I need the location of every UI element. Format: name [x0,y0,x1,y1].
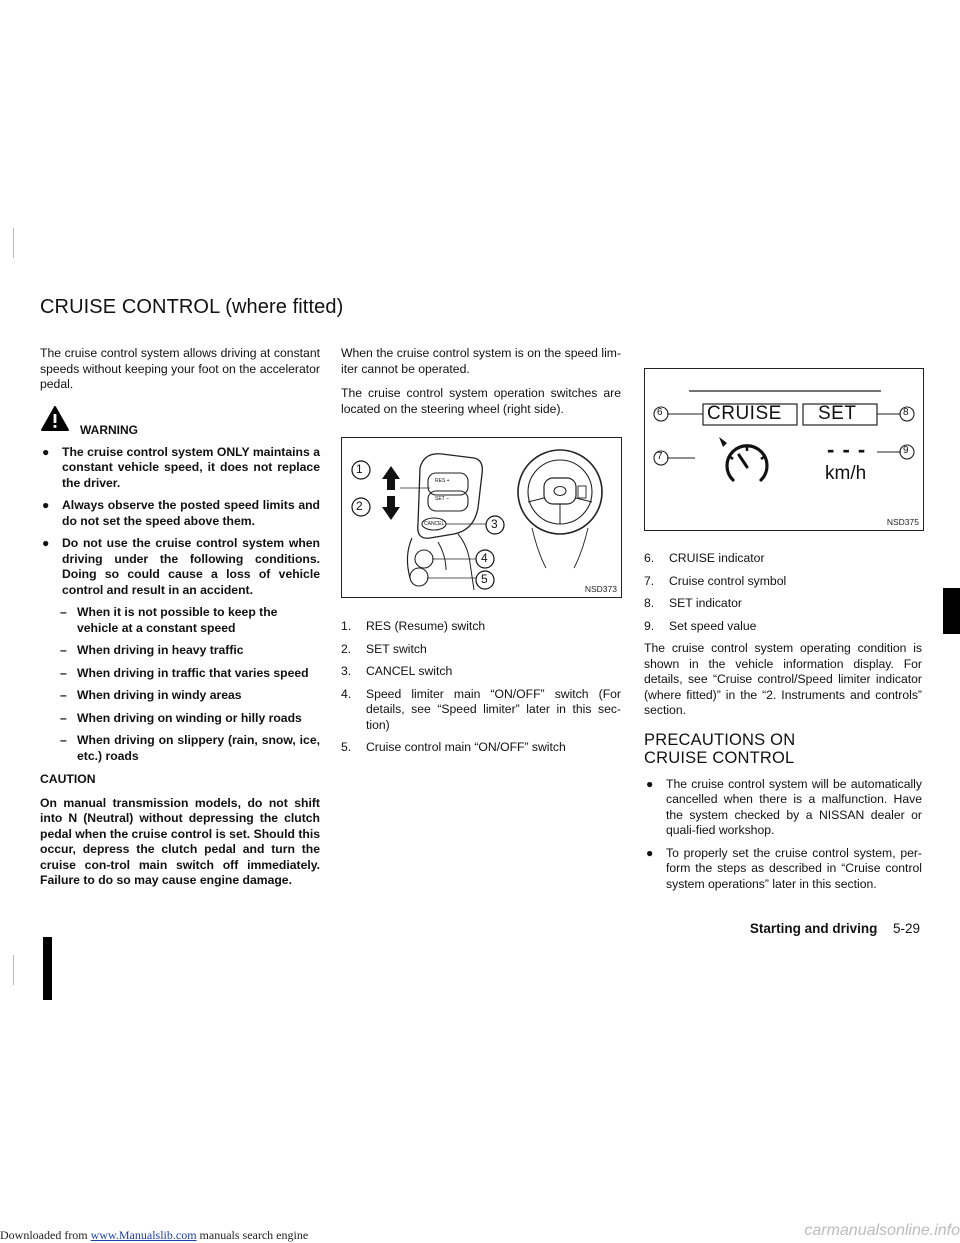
crop-mark [13,955,14,985]
condition-item: – When driving in traffic that varies speed [60,665,309,680]
figure-id: NSD373 [584,584,617,594]
figure-callout: 5 [481,572,488,586]
column-3 [644,551,922,892]
page-number: 5-29 [892,921,920,936]
figure-callout: 6 [657,407,663,418]
list-item: 6. CRUISE indicator [644,551,765,565]
condition-item: – When driving on winding or hilly roads [60,710,302,725]
condition-item: – When driving in windy areas [60,688,242,702]
intro-paragraph: The cruise control system allows driving at constant speeds without keeping your foot on the accelerator pedal. [40,346,320,391]
bullet-icon: ● [42,444,50,459]
page-footer [750,921,920,936]
figure-callout: 1 [356,462,363,476]
switch-list [341,619,621,756]
list-item: 7. Cruise control symbol [644,573,787,588]
margin-bar [43,937,52,1000]
condition-item: – When driving in heavy traffic [60,643,244,657]
list-item: 8. SET indicator [644,596,742,610]
vehicle-display-illustration [645,369,923,530]
bullet-icon: ● [42,498,50,512]
display-figure [644,368,924,531]
list-item: 5. Cruise control main “ON/OFF” switch [341,740,566,754]
speed-unit: km/h [825,463,867,484]
figure-id: NSD375 [886,517,919,527]
crop-mark [13,228,14,258]
figure-callout: 7 [657,451,663,462]
chapter-tab [943,588,960,634]
warning-header [40,405,320,439]
figure-callout: 3 [491,517,498,531]
figure-callout: 2 [356,499,363,513]
switch-label: SET – [435,496,449,502]
footer-section: Starting and driving [749,921,878,936]
list-item: 4. Speed limiter main “ON/OFF” switch (For details, see “Speed limiter” later in this sec-tion) [341,686,621,732]
condition-item: – When it is not possible to keep the vehicle at a constant speed [60,605,278,635]
bullet-icon: ● [646,845,654,860]
steering-switch-figure [341,437,622,598]
warning-triangle-icon [40,405,70,433]
bullet-icon: ● [42,536,50,550]
list-item: 1. RES (Resume) switch [341,619,486,633]
bullet-icon: ● [646,776,654,791]
figure-callout: 4 [481,551,488,565]
caution-label: CAUTION [40,772,96,786]
column-1 [40,346,320,889]
list-item: 3. CANCEL switch [341,664,453,678]
switch-label: RES + [435,478,450,484]
precautions-heading: PRECAUTIONS ON CRUISE CONTROL [644,730,796,767]
column-2 [341,346,621,417]
list-item: 2. SET switch [341,641,427,656]
switch-label: CANCEL [424,521,445,527]
watermark: carmanualsonline.info [804,1222,960,1239]
warning-bullet: ● Always observe the posted speed limits and do not set the speed above them. [42,498,320,528]
manualslib-link[interactable]: www.Manualslib.com [90,1228,197,1242]
caution-text: On manual transmission models, do not shift into N (Neutral) without depressing the clutch pedal when the cruise control is set. Should this occur, depress the clutch pedal and turn the cruise con-trol main switch off immediately. Failure to do so may cause engine damage. [40,795,320,887]
warning-bullet: ● The cruise control system ONLY maintains a constant vehicle speed, it does not replace the driver. [42,444,320,490]
figure-callout: 8 [903,407,909,418]
condition-item: – When driving on slippery (rain, snow, ice, etc.) roads [60,733,320,763]
set-speed-value: - - - [827,437,867,462]
set-indicator: SET [818,403,857,424]
list-item: 9. Set speed value [644,618,757,633]
display-paragraph: The cruise control system operating condition is shown in the vehicle information display. For details, see “Cruise control/Speed limiter indicator (where fitted)” in the “2. Instruments and controls” section. [644,641,922,717]
precaution-bullet: ● The cruise control system will be automatically cancelled when there is a malfunction. Have the system checked by a NISSAN dealer or quali-fied workshop. [646,776,922,837]
switch-location-paragraph: The cruise control system operation switches are located on the steering wheel (right side). [341,386,621,416]
warning-label: WARNING [80,422,138,437]
download-footer: Downloaded from www.Manualslib.com manuals search engine [0,1228,309,1242]
page-title: CRUISE CONTROL (where fitted) [40,296,344,318]
figure-callout: 9 [903,445,909,456]
warning-bullet: ● Do not use the cruise control system when driving under the following conditions. Doing so could cause a loss of vehicle control and result in an accident. [42,536,320,597]
speed-limiter-note: When the cruise control system is on the speed lim-iter cannot be operated. [341,346,621,376]
precaution-bullet: ● To properly set the cruise control system, per-form the steps as described in “Cruise control system operations” later in this section. [646,845,922,891]
cruise-indicator: CRUISE [707,403,782,424]
